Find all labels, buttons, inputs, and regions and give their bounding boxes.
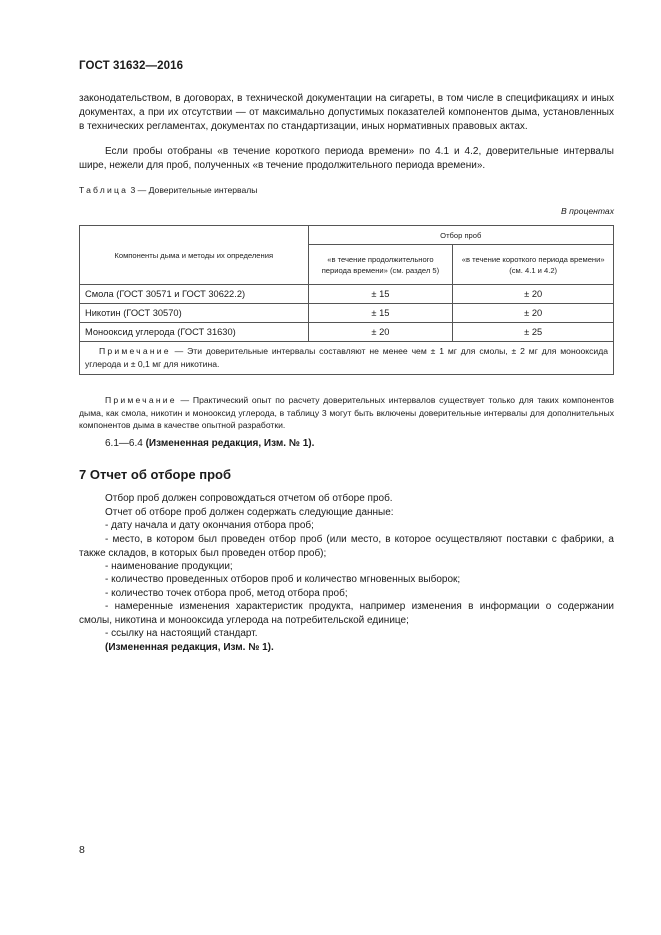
note-text: — Практический опыт по расчету доверительных интервалов существует только для таких компонентов дыма, как смола, никотин и монооксид углерода, в таблицу 3 могут быть включены доверительные интервалы для дополнительных компонентов дыма в качестве опытной разработки. — [79, 395, 614, 430]
section-amendment: (Измененная редакция, Изм. № 1). — [105, 642, 274, 653]
page-number: 8 — [79, 844, 85, 856]
table-caption-word: Таблица — [79, 185, 129, 195]
confidence-intervals-table — [79, 225, 614, 375]
short-value: ± 25 — [453, 323, 614, 342]
amendment-bold: (Измененная редакция, Изм. № 1). — [145, 438, 315, 449]
long-value: ± 15 — [308, 285, 453, 304]
list-item: - ссылку на настоящий стандарт. — [105, 628, 258, 639]
note-word: Примечание — [105, 395, 177, 405]
table-row — [80, 304, 614, 323]
list-item: - намеренные изменения характеристик продукта, например изменения в информации о содержании смолы, никотина и монооксида углерода на потребительской единице; — [79, 601, 614, 626]
table-caption-text: 3 — Доверительные интервалы — [128, 185, 258, 195]
intro-paragraph: законодательством, в договорах, в технической документации на сигареты, в том числе в спецификациях и иных документах, а при их отсутствии — от максимально допустимых показателей компонентов дыма, установленных в технических регламентах, документах по стандартизации, иных нормативных правовых актах. — [79, 93, 614, 132]
document-header: ГОСТ 31632—2016 — [79, 60, 184, 72]
table-note-text: — Эти доверительные интервалы составляют не менее чем ± 1 мг для смолы, ± 2 мг для монооксида углерода и ± 0,1 мг для никотина. — [85, 346, 608, 369]
note-paragraph — [79, 394, 614, 432]
list-item: - количество точек отбора проб, метод отбора проб; — [105, 588, 348, 599]
header-component: Компоненты дыма и методы их определения — [80, 226, 309, 285]
list-item: - количество проведенных отборов проб и количество мгновенных выборок; — [105, 574, 461, 585]
list-item: - дату начала и дату окончания отбора проб; — [105, 520, 314, 531]
table-units: В процентах — [561, 206, 614, 216]
amendment-note — [105, 437, 314, 451]
list-item: - наименование продукции; — [105, 561, 233, 572]
table-row — [80, 323, 614, 342]
header-short-period: «в течение короткого периода времени» (см. 4.1 и 4.2) — [453, 245, 614, 285]
long-value: ± 20 — [308, 323, 453, 342]
table-note — [80, 342, 614, 375]
table-caption — [79, 184, 614, 197]
section-heading: 7 Отчет об отборе проб — [79, 467, 231, 482]
component-name: Никотин (ГОСТ 30570) — [80, 304, 309, 323]
header-long-period: «в течение продолжительного периода времени» (см. раздел 5) — [308, 245, 453, 285]
header-sampling: Отбор проб — [308, 226, 613, 245]
short-value: ± 20 — [453, 285, 614, 304]
section-paragraph: Отбор проб должен сопровождаться отчетом об отборе проб. — [105, 493, 393, 504]
amendment-prefix: 6.1—6.4 — [105, 438, 146, 449]
table-row — [80, 285, 614, 304]
list-item: - место, в котором был проведен отбор проб (или место, в которое осуществляют поставки с фабрики, а также складов, в которых был проведен отбор проб); — [79, 534, 614, 559]
component-name: Монооксид углерода (ГОСТ 31630) — [80, 323, 309, 342]
table-note-word: Примечание — [99, 346, 171, 356]
section-paragraph: Отчет об отборе проб должен содержать следующие данные: — [105, 507, 394, 518]
intro-paragraph-2: Если пробы отобраны «в течение короткого периода времени» по 4.1 и 4.2, доверительные интервалы шире, нежели для проб, полученных «в течение продолжительного периода времени». — [79, 146, 614, 171]
long-value: ± 15 — [308, 304, 453, 323]
component-name: Смола (ГОСТ 30571 и ГОСТ 30622.2) — [80, 285, 309, 304]
short-value: ± 20 — [453, 304, 614, 323]
